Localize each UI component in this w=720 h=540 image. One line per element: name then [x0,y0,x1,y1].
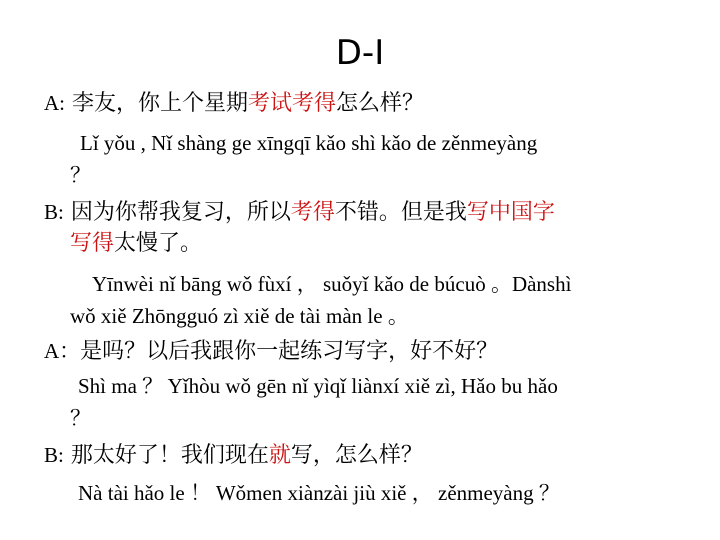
line-text: 是吗？以后我跟你一起练习写字，好不好？ [80,339,499,364]
speaker-label: A: [44,91,65,115]
line-text: Lǐ yǒu , Nǐ shàng ge xīngqī kǎo shì kǎo de zěnmeyàng [80,131,538,155]
line-text: ？ [70,406,91,430]
dialogue-line [44,197,555,227]
dialogue-line [70,301,409,331]
line-text: 因为你帮我复习，所以 [63,200,291,225]
speaker-label: B: [44,200,64,224]
dialogue-line [80,128,537,158]
line-text: 李友，你上个星期 [65,91,248,116]
line-text: Shì ma ？ Yǐhòu wǒ gēn nǐ yìqǐ liànxí xiě zì, Hǎo bu hǎo [78,374,558,398]
highlighted-text: 考试考得 [248,91,337,116]
line-text: wǒ xiě Zhōngguó zì xiě de tài màn le 。 [70,304,409,328]
highlighted-text: 写得 [70,231,115,256]
dialogue-line [78,371,558,401]
highlighted-text: 写中国字 [466,200,555,225]
dialogue-line [78,478,560,508]
dialogue-line [44,336,498,366]
dialogue-line [92,269,571,299]
highlighted-text: 考得 [290,200,335,225]
page-title: D-I [335,33,385,73]
line-text: Yīnwèi nǐ bāng wǒ fùxí ， suǒyǐ kǎo de búcuò 。Dànshì [92,272,572,296]
line-text: 那太好了！我们现在 [63,443,269,468]
line-text: 怎么样？ [336,91,425,116]
speaker-label: B: [44,443,64,467]
highlighted-text: 就 [268,443,291,468]
dialogue-line [70,403,91,433]
dialogue-line [44,440,423,470]
dialogue-line [70,229,202,259]
line-text: Nà tài hǎo le ！ Wǒmen xiànzài jiù xiě ， zěnmeyàng ？ [78,481,560,505]
speaker-label: A： [44,339,81,363]
dialogue-line [70,160,91,190]
line-text: 写，怎么样？ [290,443,423,468]
dialogue-line [44,88,424,118]
line-text: ？ [70,163,91,187]
line-text: 太慢了。 [114,231,203,256]
line-text: 不错。但是我 [334,200,467,225]
